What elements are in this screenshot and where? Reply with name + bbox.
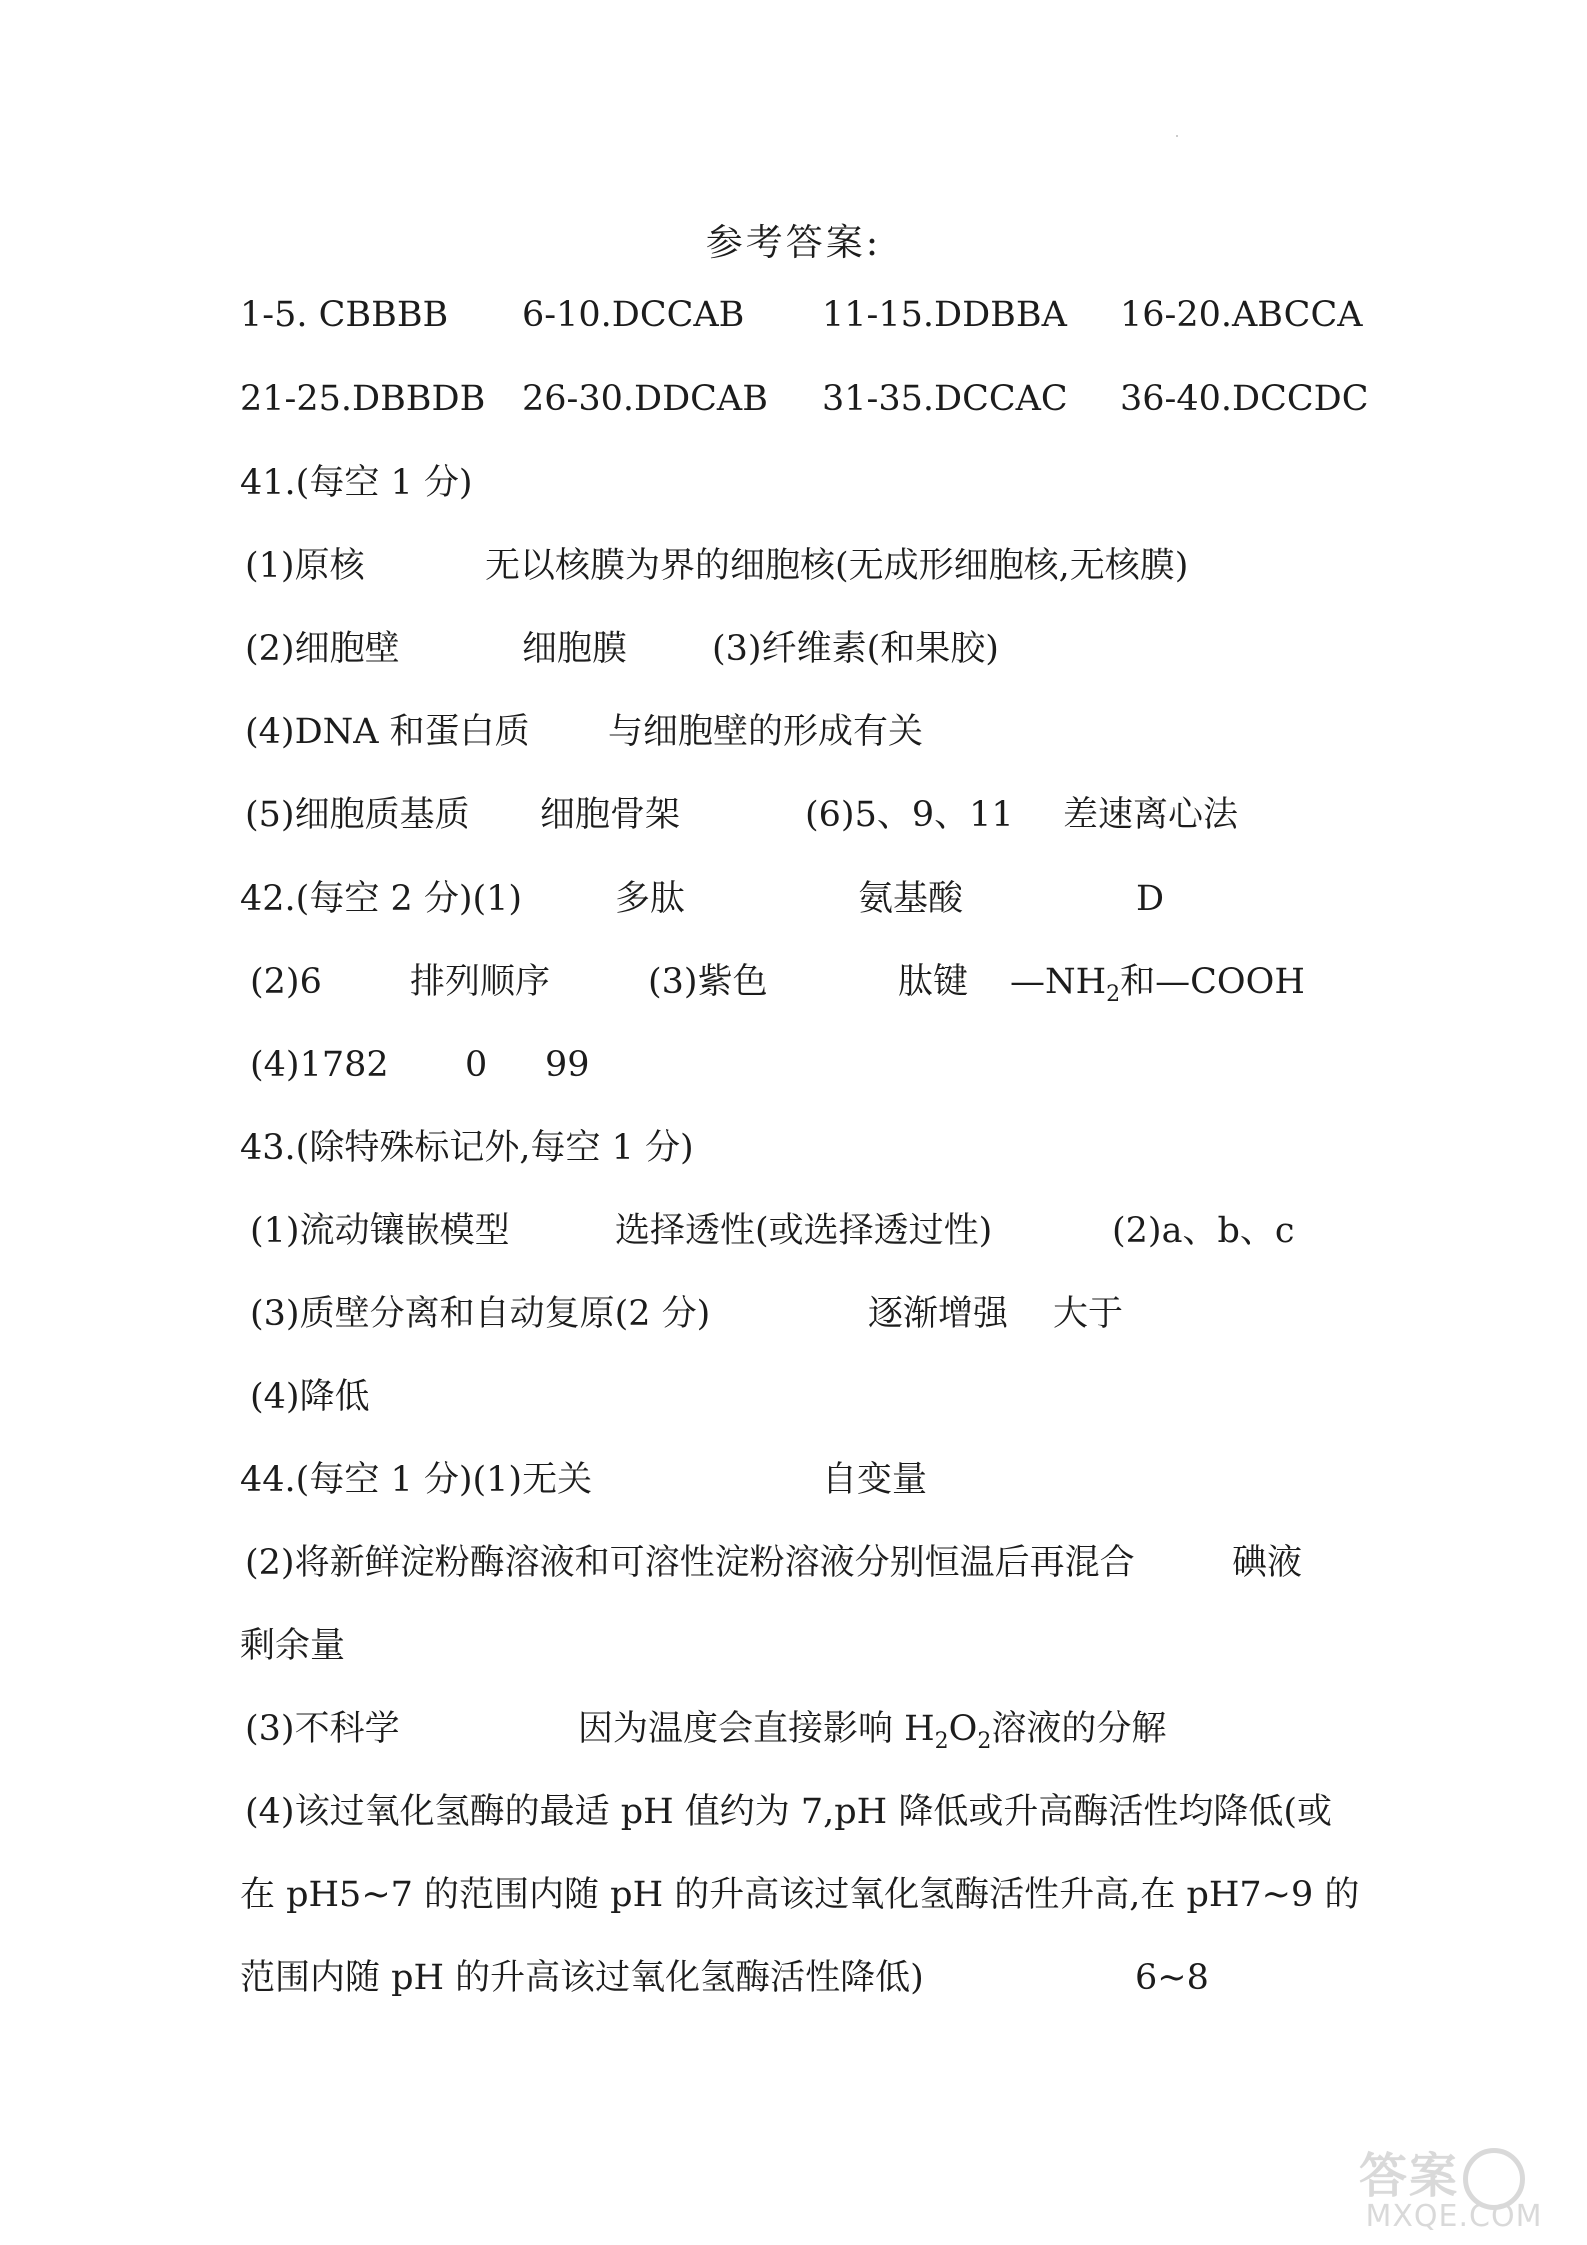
q44-p2-line2: 剩余量 — [240, 1626, 346, 1666]
q44-p4-line2: 在 pH5~7 的范围内随 pH 的升高该过氧化氢酶活性升高,在 pH7~9 的 — [240, 1875, 1360, 1915]
q43-p4: (4)降低 — [250, 1377, 370, 1417]
q42-p2-label: (2)6 — [250, 962, 322, 1002]
q41-p4-text: 与细胞壁的形成有关 — [608, 712, 924, 752]
q42-p3-label: (3)紫色 — [648, 962, 768, 1002]
q41-p5-label: (5)细胞质基质 — [245, 795, 470, 835]
choice-answer-11-15: 11-15.DDBBA — [822, 295, 1067, 335]
choice-answer-16-20: 16-20.ABCCA — [1120, 295, 1363, 335]
q43-p1-text: 选择透性(或选择透过性) — [615, 1211, 993, 1251]
q41-p5-text: 细胞骨架 — [540, 795, 681, 835]
q42-answer-1: 多肽 — [615, 879, 686, 919]
q44-p3-mid: O — [948, 1709, 978, 1749]
q42-p4-b: 99 — [545, 1045, 590, 1085]
q42-p2-text: 排列顺序 — [410, 962, 551, 1002]
q43-p1-label: (1)流动镶嵌模型 — [250, 1211, 510, 1251]
q42-answer-3: D — [1136, 879, 1165, 919]
q44-p3-pre: 因为温度会直接影响 H — [578, 1709, 935, 1749]
q42-cooh-text: 和—COOH — [1120, 962, 1305, 1002]
choice-answer-26-30: 26-30.DDCAB — [522, 379, 768, 419]
q42-p3-text: 肽键 — [898, 962, 969, 1002]
q44-p2-line1: (2)将新鲜淀粉酶溶液和可溶性淀粉溶液分别恒温后再混合 — [245, 1543, 1135, 1583]
q41-p6-text: 差速离心法 — [1063, 795, 1239, 835]
choice-answer-21-25: 21-25.DBBDB — [240, 379, 486, 419]
choice-answer-1-5: 1-5. CBBBB — [240, 295, 449, 335]
q44-p3-sub2: 2 — [977, 1729, 992, 1754]
q44-p4-range: 6~8 — [1135, 1958, 1209, 1998]
q41-header: 41.(每空 1 分) — [240, 463, 473, 503]
scan-dot — [1176, 135, 1178, 137]
watermark-badge — [1359, 2137, 1539, 2204]
q43-p3-a: 逐渐增强 — [868, 1294, 1009, 1334]
q43-p3-label: (3)质壁分离和自动复原(2 分) — [250, 1294, 711, 1334]
q44-p3-label: (3)不科学 — [245, 1709, 400, 1749]
q42-nh-text: —NH — [1010, 962, 1107, 1002]
q43-p2: (2)a、b、c — [1112, 1211, 1295, 1251]
q41-p2-label: (2)细胞壁 — [245, 629, 400, 669]
q41-p2-text: 细胞膜 — [522, 629, 628, 669]
q43-p3-b: 大于 — [1053, 1294, 1124, 1334]
q43-header: 43.(除特殊标记外,每空 1 分) — [240, 1128, 694, 1168]
q42-p4-a: 0 — [465, 1045, 488, 1085]
q41-p4-label: (4)DNA 和蛋白质 — [245, 712, 530, 752]
q42-p4-label: (4)1782 — [250, 1045, 389, 1085]
watermark-logo — [1339, 2137, 1569, 2237]
q44-p4-line1: (4)该过氧化氢酶的最适 pH 值约为 7,pH 降低或升高酶活性均降低(或 — [245, 1792, 1332, 1832]
q41-p6-label: (6)5、9、11 — [805, 795, 1014, 835]
choice-answer-36-40: 36-40.DCCDC — [1120, 379, 1369, 419]
q42-p3-groups — [1010, 962, 1305, 1007]
q44-header: 44.(每空 1 分)(1)无关 — [240, 1460, 593, 1500]
page-title: 参考答案: — [705, 221, 882, 264]
q42-answer-2: 氨基酸 — [858, 879, 964, 919]
q41-p3: (3)纤维素(和果胶) — [712, 629, 999, 669]
q44-p3-text — [578, 1709, 1167, 1754]
q42-header: 42.(每空 2 分)(1) — [240, 879, 523, 919]
q44-p2-iodine: 碘液 — [1232, 1543, 1303, 1583]
q41-p1-label: (1)原核 — [245, 546, 365, 586]
watermark-url: MXQE.COM — [1365, 2199, 1543, 2234]
choice-answer-31-35: 31-35.DCCAC — [822, 379, 1068, 419]
q44-p3-sub1: 2 — [934, 1729, 949, 1754]
q41-p1-text: 无以核膜为界的细胞核(无成形细胞核,无核膜) — [485, 546, 1189, 586]
q44-p4-line3: 范围内随 pH 的升高该过氧化氢酶活性降低) — [240, 1958, 924, 1998]
q42-nh-subscript: 2 — [1106, 982, 1121, 1007]
q44-p3-post: 溶液的分解 — [991, 1709, 1167, 1749]
q44-p1-text: 自变量 — [822, 1460, 928, 1500]
choice-answer-6-10: 6-10.DCCAB — [522, 295, 745, 335]
watermark-logo-text: 答案 — [1359, 2148, 1460, 2204]
